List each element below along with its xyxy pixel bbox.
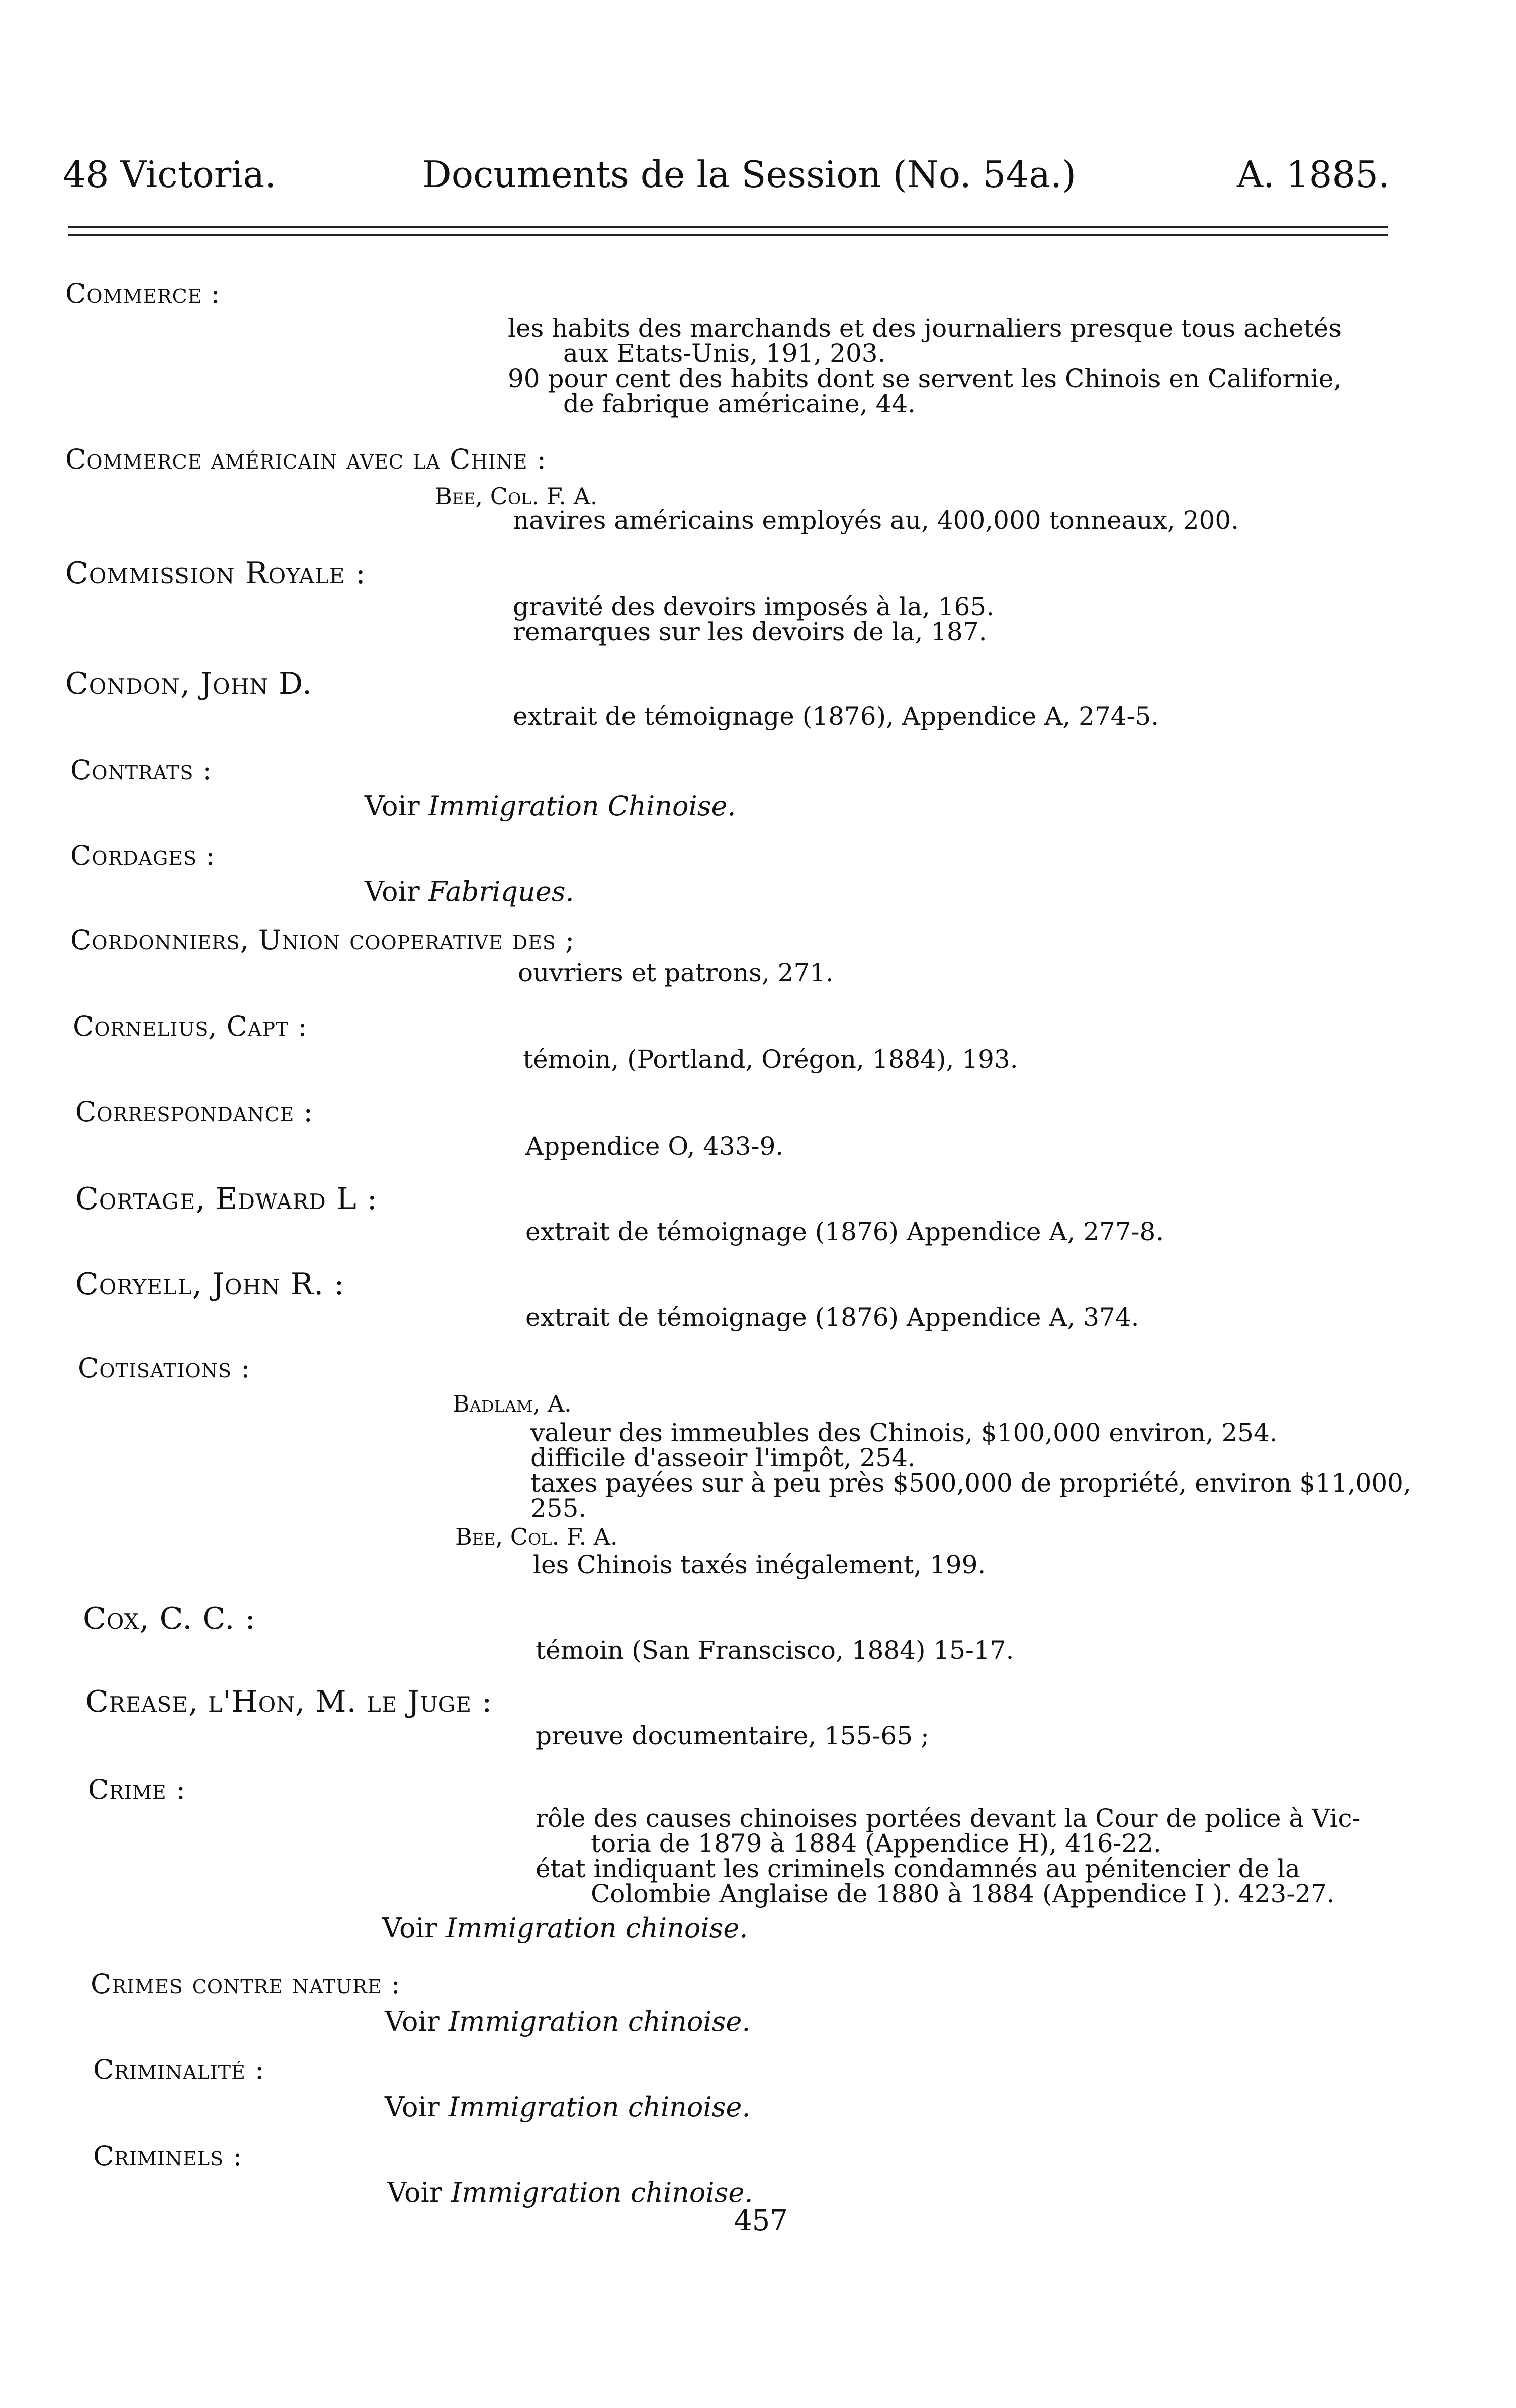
entry-line: 255. <box>530 1494 587 1523</box>
entry-line: témoin (San Franscisco, 1884) 15-17. <box>536 1636 1014 1665</box>
entry-heading-condon: Condon, John D. <box>65 666 313 701</box>
entry-line: 90 pour cent des habits dont se servent les Chinois en Californie, <box>508 364 1342 393</box>
entry-heading-crimes-contre-nature: Crimes contre nature : <box>91 1968 401 2000</box>
entry-person: Bee, Col. F. A. <box>435 483 598 510</box>
entry-heading-cortage: Cortage, Edward L : <box>75 1181 378 1217</box>
header-left: 48 Victoria. <box>63 153 277 196</box>
see-also-reference: Voir Immigration chinoise. <box>387 2177 753 2208</box>
entry-line: les habits des marchands et des journaliers presque tous achetés <box>508 314 1342 343</box>
page-number: 457 <box>734 2204 788 2237</box>
entry-line: navires américains employés au, 400,000 tonneaux, 200. <box>513 506 1239 535</box>
header-rule-top <box>68 226 1388 228</box>
entry-heading-criminalite: Criminalité : <box>93 2054 265 2085</box>
entry-line: gravité des devoirs imposés à la, 165. <box>513 592 995 621</box>
entry-person: Bee, Col. F. A. <box>455 1523 618 1550</box>
see-also-reference: Voir Immigration Chinoise. <box>365 790 736 822</box>
entry-line: aux Etats-Unis, 191, 203. <box>563 339 886 368</box>
see-also-reference: Voir Immigration chinoise. <box>382 1912 748 1944</box>
entry-heading-commerce-americain: Commerce américain avec la Chine : <box>65 443 547 475</box>
entry-heading-commission-royale: Commission Royale : <box>65 555 366 591</box>
entry-line: état indiquant les criminels condamnés au pénitencier de la <box>536 1854 1300 1883</box>
entry-heading-cordages: Cordages : <box>70 840 216 871</box>
entry-line: toria de 1879 à 1884 (Appendice H), 416-22. <box>591 1829 1162 1858</box>
entry-heading-cordonniers: Cordonniers, Union cooperative des ; <box>70 924 575 956</box>
entry-heading-cornelius: Cornelius, Capt : <box>73 1010 308 1042</box>
entry-line: taxes payées sur à peu près $500,000 de propriété, environ $11,000, <box>530 1468 1411 1498</box>
header-right: A. 1885. <box>1237 153 1390 196</box>
entry-heading-correspondance: Correspondance : <box>75 1096 313 1128</box>
entry-line: les Chinois taxés inégalement, 199. <box>533 1550 986 1580</box>
entry-line: extrait de témoignage (1876) Appendice A, 277-8. <box>525 1217 1164 1246</box>
entry-heading-criminels: Criminels : <box>93 2140 243 2172</box>
entry-heading-crease: Crease, l'Hon, M. le Juge : <box>85 1684 493 1719</box>
entry-line: Appendice O, 433-9. <box>525 1132 784 1161</box>
see-also-reference: Voir Immigration chinoise. <box>385 2006 751 2037</box>
entry-line: difficile d'asseoir l'impôt, 254. <box>530 1443 916 1472</box>
entry-line: extrait de témoignage (1876) Appendice A, 374. <box>525 1303 1139 1332</box>
entry-line: remarques sur les devoirs de la, 187. <box>513 617 987 646</box>
entry-line: témoin, (Portland, Orégon, 1884), 193. <box>523 1045 1018 1074</box>
entry-heading-cotisations: Cotisations : <box>78 1352 251 1384</box>
entry-person: Badlam, A. <box>453 1390 572 1417</box>
see-also-reference: Voir Fabriques. <box>365 876 574 907</box>
header-center: Documents de la Session (No. 54a.) <box>422 153 1077 196</box>
entry-line: Colombie Anglaise de 1880 à 1884 (Appendice I ). 423-27. <box>591 1879 1335 1908</box>
entry-line: preuve documentaire, 155-65 ; <box>536 1721 929 1750</box>
entry-line: valeur des immeubles des Chinois, $100,000 environ, 254. <box>530 1418 1278 1447</box>
entry-heading-coryell: Coryell, John R. : <box>75 1267 345 1302</box>
entry-line: de fabrique américaine, 44. <box>563 389 916 418</box>
header-rule-bottom <box>68 234 1388 236</box>
entry-heading-commerce: Commerce : <box>65 277 221 309</box>
entry-line: rôle des causes chinoises portées devant la Cour de police à Vic- <box>536 1804 1361 1833</box>
entry-heading-crime: Crime : <box>88 1774 186 1805</box>
entry-heading-cox: Cox, C. C. : <box>83 1601 256 1636</box>
entry-line: extrait de témoignage (1876), Appendice A, 274-5. <box>513 702 1160 731</box>
see-also-reference: Voir Immigration chinoise. <box>385 2091 751 2123</box>
entry-line: ouvriers et patrons, 271. <box>518 958 834 987</box>
entry-heading-contrats: Contrats : <box>70 754 212 786</box>
